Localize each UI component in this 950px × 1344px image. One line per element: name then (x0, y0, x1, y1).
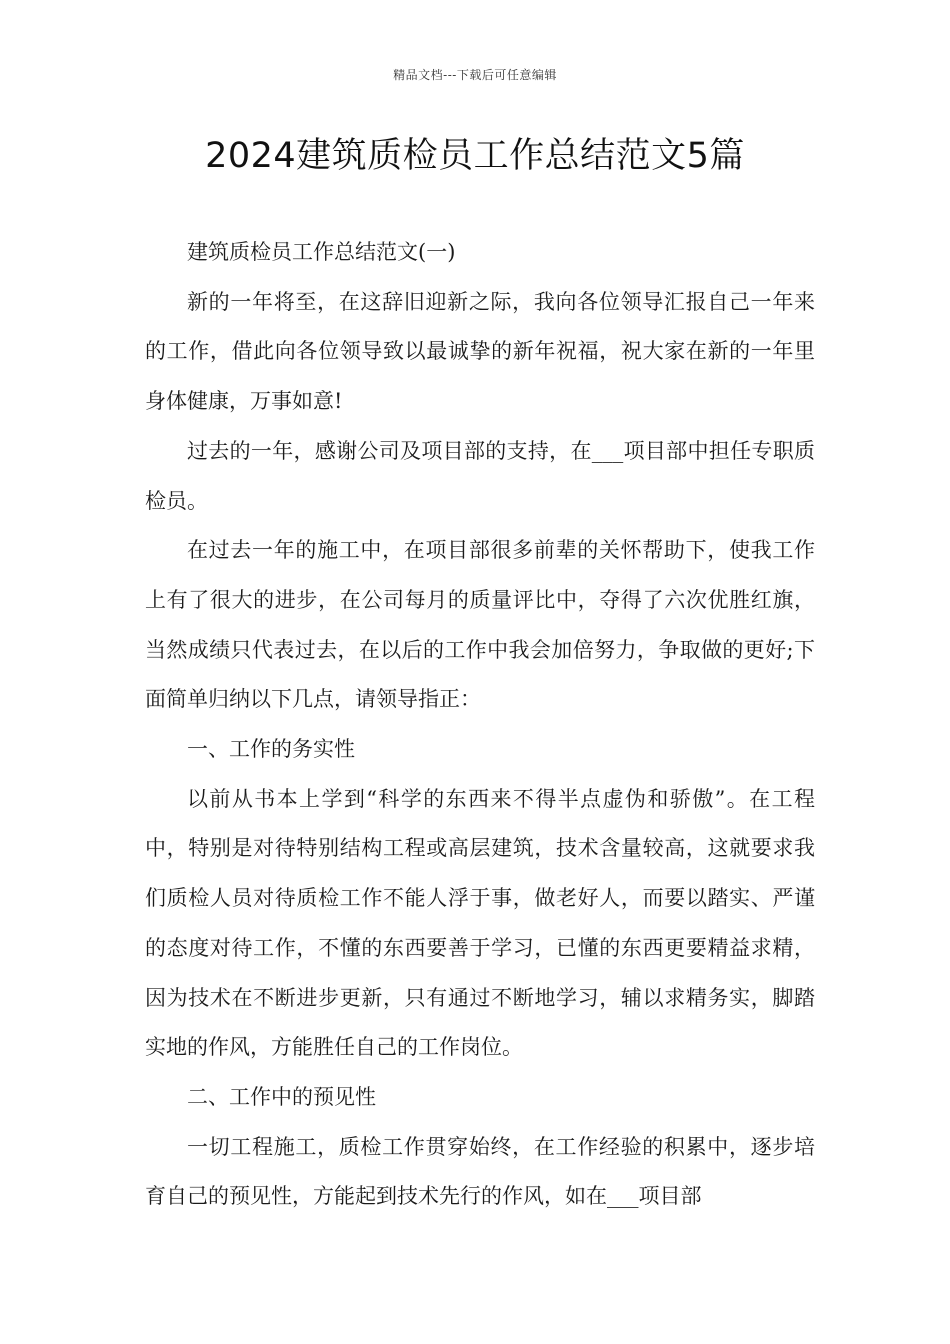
document-title: 2024建筑质检员工作总结范文5篇 (205, 136, 745, 176)
paragraph-role: 过去的一年，感谢公司及项目部的支持，在___项目部中担任专职质检员。 (145, 438, 815, 513)
paragraph-greeting: 新的一年将至，在这辞旧迎新之际，我向各位领导汇报自己一年来的工作，借此向各位领导致以最诚挚的新年祝福，祝大家在新的一年里身体健康，万事如意! (145, 289, 815, 414)
paragraph-progress: 在过去一年的施工中，在项目部很多前辈的关怀帮助下，使我工作上有了很大的进步，在公司每月的质量评比中，夺得了六次优胜红旗，当然成绩只代表过去，在以后的工作中我会加倍努力，争取做的更好;下面简单归纳以下几点，请领导指正： (145, 538, 815, 712)
header-note: 精品文档---下载后可任意编辑 (393, 68, 557, 82)
paragraph-practicality: 以前从书本上学到“科学的东西来不得半点虚伪和骄傲”。在工程中，特别是对待特别结构工程或高层建筑，技术含量较高，这就要求我们质检人员对待质检工作不能人浮于事，做老好人，而要以踏实、严谨的态度对待工作，不懂的东西要善于学习，已懂的东西更要精益求精，因为技术在不断进步更新，只有通过不断地学习，辅以求精务实，脚踏实地的作风，方能胜任自己的工作岗位。 (145, 786, 815, 1060)
paragraph-foresight: 一切工程施工，质检工作贯穿始终，在工作经验的积累中，逐步培育自己的预见性，方能起到技术先行的作风，如在___项目部 (145, 1134, 815, 1209)
subheading-practicality: 一、工作的务实性 (187, 737, 355, 762)
subheading-foresight: 二、工作中的预见性 (187, 1084, 376, 1109)
document-body (145, 228, 815, 1222)
section-heading-1: 建筑质检员工作总结范文(一) (187, 240, 456, 264)
